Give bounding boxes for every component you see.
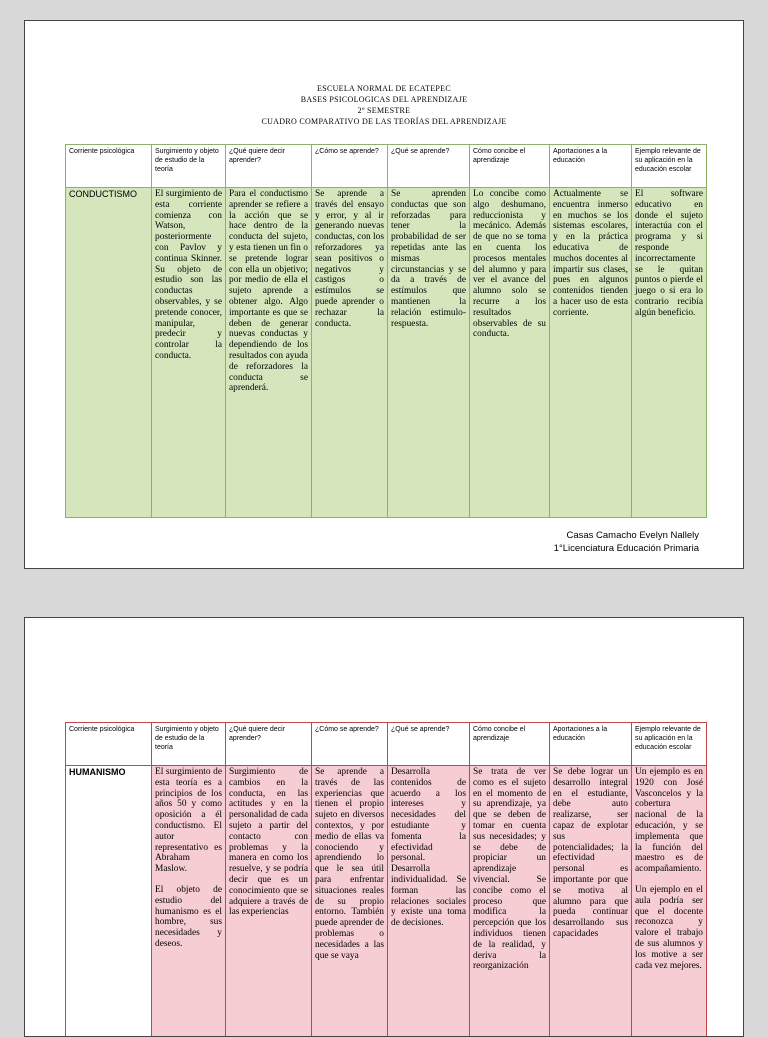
table-cell — [550, 188, 632, 518]
document-title: CUADRO COMPARATIVO DE LAS TEORÍAS DEL APRENDIZAJE — [25, 116, 743, 127]
table-cell — [226, 766, 312, 1037]
cell-paragraph: HUMANISMO — [69, 767, 148, 778]
table-cell — [632, 188, 707, 518]
table-cell — [388, 188, 470, 518]
column-header: ¿Qué quiere decir aprender? — [226, 145, 312, 188]
document-page-1 — [24, 20, 744, 569]
table-row — [66, 188, 707, 518]
cell-paragraph: Se aprenden conductas que son reforzadas para tener la probabilidad de ser repetidas ante las mismas circunstancias y se da a través de estímulos que mantienen la relación estimulo-respuesta. — [391, 189, 466, 329]
table-cell — [470, 766, 550, 1037]
column-header: Corriente psicológica — [66, 723, 152, 766]
column-header: Cómo concibe el aprendizaje — [470, 723, 550, 766]
column-header: Ejemplo relevante de su aplicación en la educación escolar — [632, 145, 707, 188]
column-header: Cómo concibe el aprendizaje — [470, 145, 550, 188]
semester: 2º SEMESTRE — [25, 105, 743, 116]
table-cell — [632, 766, 707, 1037]
column-header: ¿Qué se aprende? — [388, 145, 470, 188]
table-cell — [312, 766, 388, 1037]
cell-paragraph: El objeto de estudio del humanismo es el hombre, sus necesidades y deseos. — [155, 885, 222, 950]
column-header: Aportaciones a la educación — [550, 723, 632, 766]
table-cell — [152, 188, 226, 518]
column-header: Surgimiento y objeto de estudio de la teoría — [152, 145, 226, 188]
cell-paragraph: Surgimiento de cambios en la conducta, en las actitudes y en la personalidad de cada sujeto a partir del contacto con problemas y la manera en como los resuelve, y se podría decir que es un conocimiento que se adquiere a través de las experiencias — [229, 767, 308, 918]
table-cell — [388, 766, 470, 1037]
cell-paragraph: Un ejemplo en el aula podría ser que el docente reconozca y valore el trabajo de sus alumnos y los motive a ser cada vez mejores. — [635, 885, 703, 971]
comparison-table-conductismo — [65, 144, 707, 518]
column-header: ¿Cómo se aprende? — [312, 723, 388, 766]
column-header: Ejemplo relevante de su aplicación en la educación escolar — [632, 723, 707, 766]
cell-paragraph: Un ejemplo es en 1920 con José Vasconcelos y la cobertura nacional de la educación, y se implementa que la función del maestro es de acompañamiento. — [635, 767, 703, 875]
course-name: BASES PSICOLOGICAS DEL APRENDIZAJE — [25, 94, 743, 105]
table-cell — [152, 766, 226, 1037]
column-header: ¿Qué se aprende? — [388, 723, 470, 766]
cell-paragraph: El surgimiento de esta corriente comienza con Watson, posteriormente con Pavlov y continua Skinner. Su objeto de estudio son las conductas observables, y se pretende conocer, manipular, predecir y controlar la conducta. — [155, 189, 222, 362]
cell-paragraph: CONDUCTISMO — [69, 189, 148, 200]
cell-paragraph: El surgimiento de esta teoría es a principios de los años 50 y como oposición a él conductismo. El autor representativo es Abraham Maslow. — [155, 767, 222, 875]
table-cell — [312, 188, 388, 518]
signature — [554, 529, 699, 555]
document-header — [25, 83, 743, 127]
table-header-row — [66, 145, 707, 188]
cell-paragraph: Para el conductismo aprender se refiere a la acción que se hace dentro de la conducta del sujeto, y esta tienen un fin o se pretende lograr con ella un objetivo; por medio de ella el sujeto aprende a obtener algo. Algo importante es que se deben de generar nuevas conductas y dependiendo de los resultados con ayuda de reforzadores la conducta se aprenderá. — [229, 189, 308, 394]
cell-paragraph: Se aprende a través del ensayo y error, y al ir generando nuevas conductas, con los reforzadores ya sean positivos o negativos y castigos o estímulos se puede aprender o rechazar la conducta. — [315, 189, 384, 329]
author-name: Casas Camacho Evelyn Nallely — [554, 529, 699, 542]
cell-paragraph: Se trata de ver como es el sujeto en el momento de su aprendizaje, ya que se deben de tomar en cuenta sus necesidades; y se debe de propiciar un aprendizaje vivencial. Se concibe como el proceso que modifica la percepción que los individuos tienen de la realidad, y deriva la reorganización — [473, 767, 546, 972]
cell-paragraph: Se aprende a través de las experiencias que tienen el propio sujeto en diversos contextos, y por medio de ellas va conociendo y aprendiendo lo que le sea útil para enfrentar situaciones reales de su propio entorno. También puede aprender de problemas o necesidades a las que se vaya — [315, 767, 384, 961]
table-header-row — [66, 723, 707, 766]
column-header: ¿Qué quiere decir aprender? — [226, 723, 312, 766]
theory-name-cell — [66, 766, 152, 1037]
column-header: ¿Cómo se aprende? — [312, 145, 388, 188]
cell-paragraph: Se debe lograr un desarrollo integral en el estudiante, debe auto realizarse, ser capaz de explotar sus potencialidades; la efectividad personal es importante por que se motiva al alumno para que pueda continuar desarrollando sus capacidades — [553, 767, 628, 940]
table-cell — [470, 188, 550, 518]
table-row — [66, 766, 707, 1037]
column-header: Aportaciones a la educación — [550, 145, 632, 188]
column-header: Corriente psicológica — [66, 145, 152, 188]
theory-name-cell — [66, 188, 152, 518]
author-program: 1°Licenciatura Educación Primaria — [554, 542, 699, 555]
cell-paragraph: El software educativo en donde el sujeto interactúa con el programa y si responde incorrectamente se le quitan puntos o pierde el juego o si era lo contrario recibía algún beneficio. — [635, 189, 703, 319]
cell-paragraph: Desarrolla contenidos de acuerdo a los intereses y necesidades del estudiante y fomenta la efectividad personal. Desarrolla individualidad. Se forman las relaciones sociales y existe una toma de decisiones. — [391, 767, 466, 929]
column-header: Surgimiento y objeto de estudio de la teoría — [152, 723, 226, 766]
cell-paragraph: Actualmente se encuentra inmerso en muchos se los sistemas escolares, y en la práctica educativa de muchos docentes al impartir sus clases, pues en algunos contenidos tienden a hacer uso de esta corriente. — [553, 189, 628, 319]
table-cell — [226, 188, 312, 518]
document-page-2 — [24, 617, 744, 1037]
school-name: ESCUELA NORMAL DE ECATEPEC — [25, 83, 743, 94]
cell-paragraph: Lo concibe como algo deshumano, reduccionista y mecánico. Además de que no se toma en cuenta los procesos mentales del alumno y para ver el avance del alumno solo se recurre a los resultados observables de su conducta. — [473, 189, 546, 340]
table-cell — [550, 766, 632, 1037]
comparison-table-humanismo — [65, 722, 707, 1037]
